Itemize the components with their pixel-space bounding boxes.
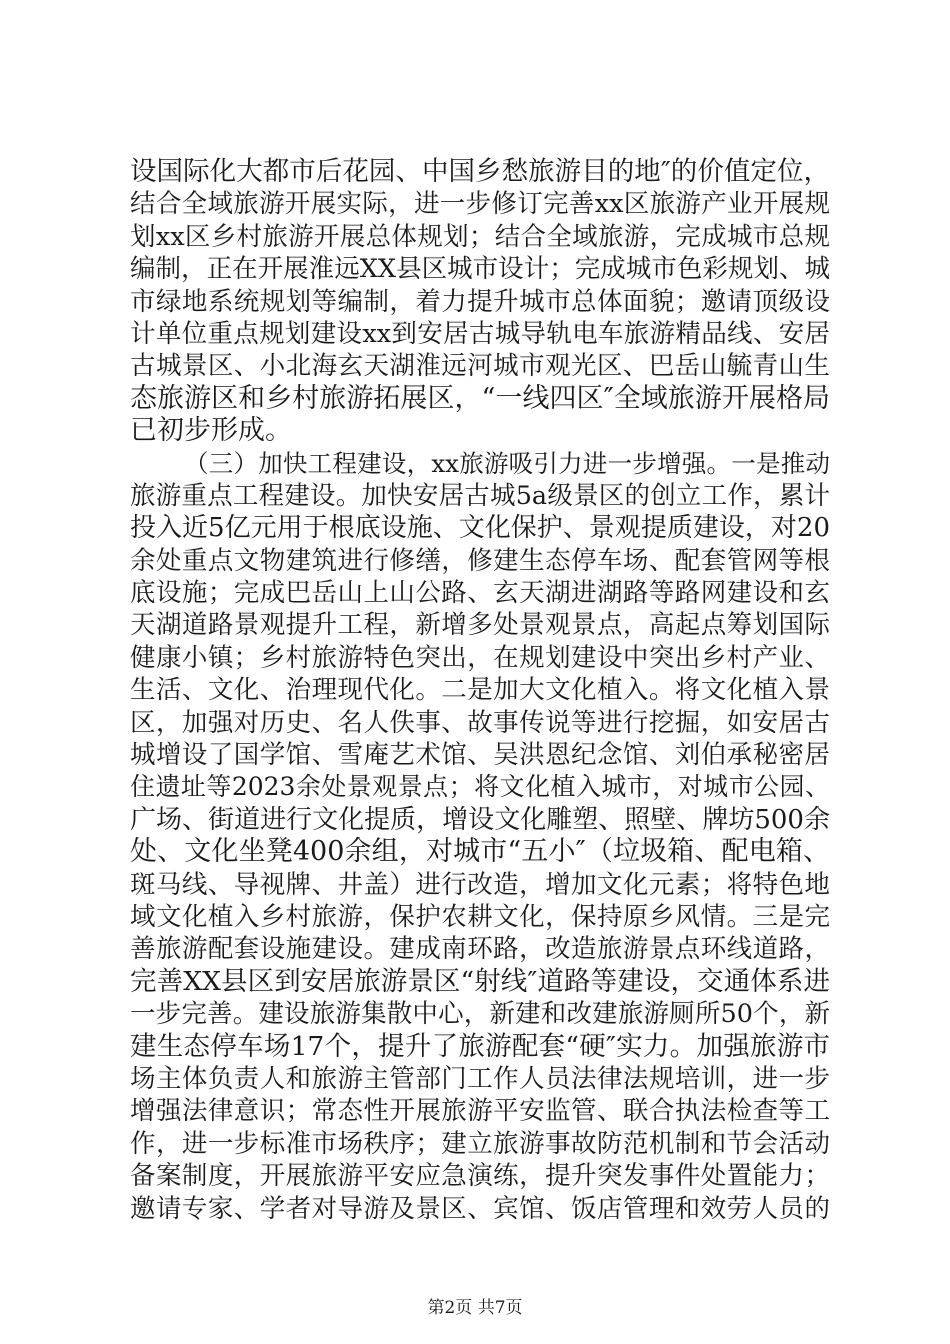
text-line: 生活、文化、治理现代化。二是加大文化植入。将文化植入景: [130, 675, 830, 706]
text-line: 余处重点文物建筑进行修缮，修建生态停车场、配套管网等根: [130, 545, 830, 576]
body-text: [130, 156, 830, 1225]
text-line: 已初步形成。: [130, 415, 292, 447]
text-line: 态旅游区和乡村旅游拓展区，“一线四区″全域旅游开展格局: [130, 382, 830, 414]
text-line: 域文化植入乡村旅游，保护农耕文化，保持原乡风情。三是完: [130, 901, 830, 932]
text-line: 场主体负责人和旅游主管部门工作人员法律法规培训，进一步: [130, 1063, 830, 1094]
text-line: 广场、街道进行文化提质，增设文化雕塑、照壁、牌坊500余: [130, 804, 830, 835]
text-line: 处、文化坐凳400余组，对城市“五小″（垃圾箱、配电箱、: [130, 836, 830, 868]
text-line: 住遗址等2023余处景观景点；将文化植入城市，对城市公园、: [130, 772, 830, 802]
text-line: 邀请专家、学者对导游及景区、宾馆、饭店管理和效劳人员的: [130, 1193, 830, 1224]
text-line: 结合全域旅游开展实际，进一步修订完善xx区旅游产业开展规: [130, 189, 830, 220]
text-line: 底设施；完成巴岳山上山公路、玄天湖进湖路等路网建设和玄: [130, 578, 830, 609]
text-line: 增强法律意识；常态性开展旅游平安监管、联合执法检查等工: [130, 1096, 830, 1127]
text-line: 市绿地系统规划等编制，着力提升城市总体面貌；邀请顶级设: [130, 286, 830, 317]
paragraph-2: [130, 448, 830, 1225]
text-line: 旅游重点工程建设。加快安居古城5a级景区的创立工作，累计: [130, 480, 830, 511]
text-line: 建生态停车场17个，提升了旅游配套“硬″实力。加强旅游市: [130, 1030, 830, 1062]
text-line: 计单位重点规划建设xx到安居古城导轨电车旅游精品线、安居: [130, 318, 830, 349]
text-line: 编制，正在开展淮远XX县区城市设计；完成城市色彩规划、城: [130, 254, 830, 285]
text-line: 天湖道路景观提升工程，新增多处景观景点，高起点筹划国际: [130, 610, 830, 641]
text-line: 设国际化大都市后花园、中国乡愁旅游目的地″的价值定位，: [130, 156, 830, 187]
text-line: 古城景区、小北海玄天湖淮远河城市观光区、巴岳山毓青山生: [130, 351, 830, 382]
text-line: 善旅游配套设施建设。建成南环路，改造旅游景点环线道路，: [130, 934, 830, 965]
text-line: 健康小镇；乡村旅游特色突出，在规划建设中突出乡村产业、: [130, 642, 830, 673]
text-line: 备案制度，开展旅游平安应急演练，提升突发事件处置能力；: [130, 1161, 830, 1192]
text-line: 投入近5亿元用于根底设施、文化保护、景观提质建设，对20: [130, 513, 830, 544]
page-footer: 第2页 共7页: [427, 1298, 523, 1318]
text-line: （三）加快工程建设，xx旅游吸引力进一步增强。一是推动: [184, 448, 830, 478]
text-line: 城增设了国学馆、雪庵艺术馆、吴洪恩纪念馆、刘伯承秘密居: [130, 740, 830, 771]
text-line: 划xx区乡村旅游开展总体规划；结合全域旅游，完成城市总规: [130, 221, 830, 252]
paragraph-1: [130, 156, 830, 448]
text-line: 斑马线、导视牌、井盖）进行改造，增加文化元素；将特色地: [130, 869, 830, 900]
text-line: 区，加强对历史、名人佚事、故事传说等进行挖掘，如安居古: [130, 707, 830, 738]
text-line: 作，进一步标准市场秩序；建立旅游事故防范机制和节会活动: [130, 1128, 830, 1159]
text-line: 完善XX县区到安居旅游景区“射线″道路等建设，交通体系进: [130, 965, 830, 997]
text-line: 一步完善。建设旅游集散中心，新建和改建旅游厕所50个，新: [130, 999, 830, 1030]
